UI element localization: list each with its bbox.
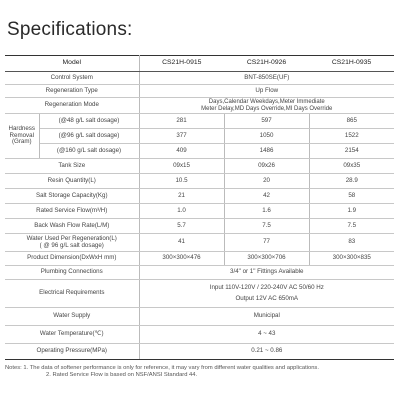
label-salt-storage: Salt Storage Capacity(Kg) [5, 189, 139, 204]
value-regeneration-type: Up Flow [139, 85, 394, 98]
label-product-dimension: Product Dimension(DxWxH mm) [5, 252, 139, 266]
value-rated-service-flow-m3: 1.9 [309, 204, 394, 219]
row-tank-size [5, 159, 394, 174]
header-model-1: CS21H-0915 [139, 56, 224, 72]
label-water-used-line-2: ( @ 96 g/L salt dosage) [39, 241, 104, 249]
label-electrical: Electrical Requirements [5, 280, 139, 308]
row-hardness-48 [5, 114, 394, 129]
value-electrical [139, 280, 394, 308]
value-rated-service-flow-m1: 1.0 [139, 204, 224, 219]
value-hardness-48-m3: 865 [309, 114, 394, 129]
header-model-2: CS21H-0926 [224, 56, 309, 72]
value-salt-storage-m3: 58 [309, 189, 394, 204]
row-hardness-96 [5, 129, 394, 144]
label-operating-pressure: Operating Pressure(MPa) [5, 344, 139, 360]
row-electrical [5, 280, 394, 308]
value-product-dimension-m1: 300×300×476 [139, 252, 224, 266]
row-hardness-160 [5, 144, 394, 159]
value-water-temperature: 4 ~ 43 [139, 326, 394, 344]
header-model: Model [5, 56, 139, 72]
value-tank-size-m1: 09x15 [139, 159, 224, 174]
value-hardness-96-m3: 1522 [309, 129, 394, 144]
value-resin-quantity-m3: 28.9 [309, 174, 394, 189]
value-hardness-96-m2: 1050 [224, 129, 309, 144]
electrical-line-1: Input 110V-120V / 220-240V AC 50/60 Hz [209, 283, 324, 291]
value-tank-size-m2: 09x26 [224, 159, 309, 174]
regeneration-mode-line-2: Meter Delay,MD Days Override,MI Days Override [201, 105, 333, 112]
value-salt-storage-m2: 42 [224, 189, 309, 204]
value-resin-quantity-m1: 10.5 [139, 174, 224, 189]
value-hardness-160-m1: 409 [139, 144, 224, 159]
label-hardness-96: (@96 g/L salt dosage) [39, 129, 139, 144]
row-water-used [5, 234, 394, 252]
label-hardness-160: (@160 g/L salt dosage) [39, 144, 139, 159]
label-plumbing: Plumbing Connections [5, 266, 139, 280]
value-back-wash-flow-m2: 7.5 [224, 219, 309, 234]
value-plumbing: 3/4" or 1" Fittings Available [139, 266, 394, 280]
electrical-line-2: Output 12V AC 650mA [235, 294, 299, 302]
label-hardness-removal: Hardness Removal (Gram) [5, 114, 39, 159]
notes [5, 365, 397, 378]
value-salt-storage-m1: 21 [139, 189, 224, 204]
value-water-used-m2: 77 [224, 234, 309, 252]
row-rated-service-flow [5, 204, 394, 219]
label-water-used [5, 234, 139, 252]
value-operating-pressure: 0.21 ~ 0.86 [139, 344, 394, 360]
row-salt-storage [5, 189, 394, 204]
value-control-system: BNT-850SE(UF) [139, 72, 394, 85]
value-hardness-160-m2: 1486 [224, 144, 309, 159]
row-regeneration-mode [5, 98, 394, 114]
row-regeneration-type [5, 85, 394, 98]
label-control-system: Control System [5, 72, 139, 85]
value-rated-service-flow-m2: 1.6 [224, 204, 309, 219]
header-model-3: CS21H-0935 [309, 56, 394, 72]
label-water-used-line-1: Water Used Per Regeneration(L) [26, 234, 117, 242]
value-product-dimension-m3: 300×300×835 [309, 252, 394, 266]
row-back-wash-flow [5, 219, 394, 234]
header-row [5, 56, 394, 72]
row-control-system [5, 72, 394, 85]
value-water-used-m3: 83 [309, 234, 394, 252]
label-resin-quantity: Resin Quantity(L) [5, 174, 139, 189]
row-water-supply [5, 308, 394, 326]
value-regeneration-mode [139, 98, 394, 114]
value-back-wash-flow-m1: 5.7 [139, 219, 224, 234]
value-water-used-m1: 41 [139, 234, 224, 252]
page-title: Specifications: [7, 19, 133, 40]
regeneration-mode-line-1: Days,Calendar Weekdays,Meter Immediate [208, 98, 325, 105]
label-hardness-48: (@48 g/L salt dosage) [39, 114, 139, 129]
note-line-2: 2. Rated Service Flow is based on NSF/ANSI Standard 44. [46, 371, 198, 378]
value-product-dimension-m2: 300×300×706 [224, 252, 309, 266]
label-regeneration-mode: Regeneration Mode [5, 98, 139, 114]
note-line-1: Notes: 1. The data of softener performance is only for reference, it may vary from different water qualities and applications. [5, 365, 319, 371]
row-product-dimension [5, 252, 394, 266]
row-resin-quantity [5, 174, 394, 189]
value-hardness-96-m1: 377 [139, 129, 224, 144]
row-water-temperature [5, 326, 394, 344]
label-tank-size: Tank Size [5, 159, 139, 174]
label-water-supply: Water Supply [5, 308, 139, 326]
row-plumbing [5, 266, 394, 280]
value-water-supply: Municipal [139, 308, 394, 326]
spec-table [5, 55, 394, 360]
label-back-wash-flow: Back Wash Flow Rate(L/M) [5, 219, 139, 234]
label-rated-service-flow: Rated Service Flow(m³/H) [5, 204, 139, 219]
value-tank-size-m3: 09x35 [309, 159, 394, 174]
value-resin-quantity-m2: 20 [224, 174, 309, 189]
value-hardness-160-m3: 2154 [309, 144, 394, 159]
label-water-temperature: Water Temperature(℃) [5, 326, 139, 344]
row-operating-pressure [5, 344, 394, 360]
label-regeneration-type: Regeneration Type [5, 85, 139, 98]
value-hardness-48-m2: 597 [224, 114, 309, 129]
value-hardness-48-m1: 281 [139, 114, 224, 129]
value-back-wash-flow-m3: 7.5 [309, 219, 394, 234]
